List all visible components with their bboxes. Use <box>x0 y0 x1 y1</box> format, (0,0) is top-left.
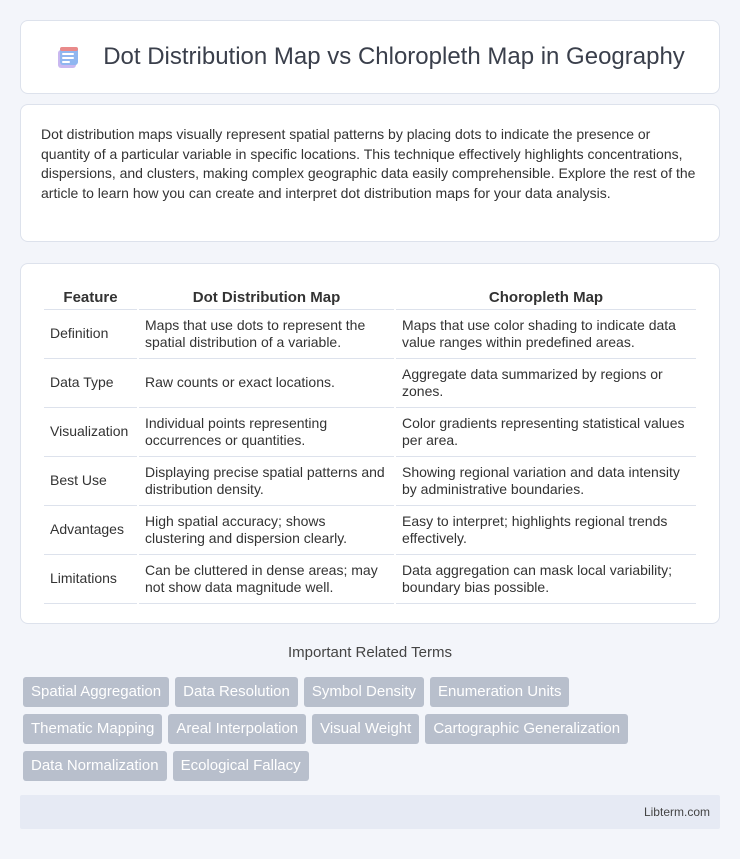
column-header-feature: Feature <box>44 285 137 310</box>
row-choropleth-cell: Maps that use color shading to indicate data value ranges within predefined areas. <box>396 310 696 359</box>
tag-row <box>23 751 723 781</box>
document-stack-icon <box>55 44 81 70</box>
table-row <box>44 408 696 457</box>
tag-data-normalization[interactable]: Data Normalization <box>23 751 167 781</box>
tag-enumeration-units[interactable]: Enumeration Units <box>430 677 569 707</box>
footer-site-link[interactable]: Libterm.com <box>643 805 710 819</box>
row-dot-cell: Individual points representing occurrences or quantities. <box>139 408 394 457</box>
title-card <box>20 20 720 94</box>
row-choropleth-cell: Showing regional variation and data intensity by administrative boundaries. <box>396 457 696 506</box>
table-row <box>44 359 696 408</box>
row-choropleth-cell: Aggregate data summarized by regions or zones. <box>396 359 696 408</box>
table-row <box>44 457 696 506</box>
row-feature-cell: Visualization <box>44 408 137 457</box>
row-choropleth-cell: Data aggregation can mask local variability; boundary bias possible. <box>396 555 696 604</box>
row-feature-cell: Definition <box>44 310 137 359</box>
tag-spatial-aggregation[interactable]: Spatial Aggregation <box>23 677 169 707</box>
tag-symbol-density[interactable]: Symbol Density <box>304 677 424 707</box>
row-dot-cell: High spatial accuracy; shows clustering and dispersion clearly. <box>139 506 394 555</box>
table-row <box>44 555 696 604</box>
tag-row <box>23 677 723 707</box>
row-choropleth-cell: Easy to interpret; highlights regional trends effectively. <box>396 506 696 555</box>
row-dot-cell: Maps that use dots to represent the spatial distribution of a variable. <box>139 310 394 359</box>
tag-cartographic-generalization[interactable]: Cartographic Generalization <box>425 714 628 744</box>
row-feature-cell: Limitations <box>44 555 137 604</box>
table-row <box>44 506 696 555</box>
table-header-row <box>44 285 696 310</box>
row-dot-cell: Raw counts or exact locations. <box>139 359 394 408</box>
related-terms-list <box>23 677 723 788</box>
column-header-choropleth: Choropleth Map <box>396 285 696 310</box>
tag-areal-interpolation[interactable]: Areal Interpolation <box>168 714 306 744</box>
row-choropleth-cell: Color gradients representing statistical values per area. <box>396 408 696 457</box>
intro-text: Dot distribution maps visually represent spatial patterns by placing dots to indicate the presence or quantity of a particular variable in specific locations. This technique effectively highlights concentrations, dispersions, and clusters, making complex geographic data easily comprehensible. Explore the rest of the article to learn how you can create and interpret dot distribution maps for your data analysis. <box>41 126 696 201</box>
tag-data-resolution[interactable]: Data Resolution <box>175 677 298 707</box>
page-title: Dot Distribution Map vs Chloropleth Map in Geography <box>103 43 685 70</box>
row-feature-cell: Advantages <box>44 506 137 555</box>
tag-row <box>23 714 723 744</box>
tag-visual-weight[interactable]: Visual Weight <box>312 714 419 744</box>
row-dot-cell: Displaying precise spatial patterns and distribution density. <box>139 457 394 506</box>
row-dot-cell: Can be cluttered in dense areas; may not show data magnitude well. <box>139 555 394 604</box>
intro-card <box>20 104 720 242</box>
table-row <box>44 310 696 359</box>
footer <box>20 795 720 829</box>
comparison-table <box>42 285 698 604</box>
comparison-table-card <box>20 263 720 624</box>
row-feature-cell: Best Use <box>44 457 137 506</box>
tag-thematic-mapping[interactable]: Thematic Mapping <box>23 714 162 744</box>
related-terms-heading: Important Related Terms <box>288 644 452 661</box>
row-feature-cell: Data Type <box>44 359 137 408</box>
column-header-dot-map: Dot Distribution Map <box>139 285 394 310</box>
tag-ecological-fallacy[interactable]: Ecological Fallacy <box>173 751 309 781</box>
